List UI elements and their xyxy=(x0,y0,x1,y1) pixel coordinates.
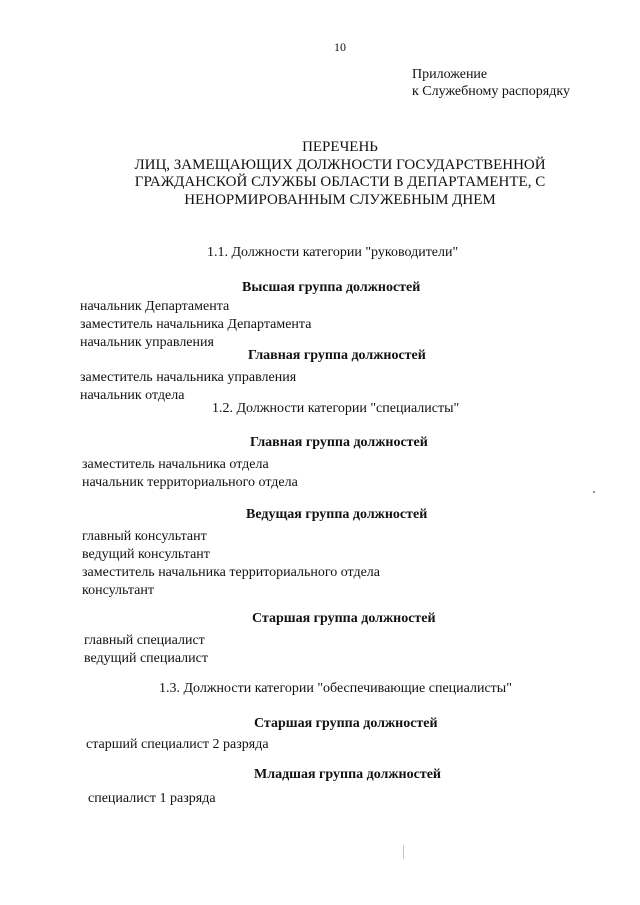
section-heading: 1.2. Должности категории "специалисты" xyxy=(212,401,460,416)
group-heading: Главная группа должностей xyxy=(248,348,426,363)
group-items xyxy=(86,736,269,754)
group-heading: Ведущая группа должностей xyxy=(246,507,428,522)
section-heading: 1.3. Должности категории "обеспечивающие специалисты" xyxy=(159,681,512,696)
group-heading: Младшая группа должностей xyxy=(254,767,441,782)
list-item: начальник отдела xyxy=(80,388,185,403)
list-item: старший специалист 2 разряда xyxy=(86,737,269,752)
section-heading: 1.1. Должности категории "руководители" xyxy=(207,245,459,260)
appendix-line-1: Приложение xyxy=(412,67,488,82)
list-item: заместитель начальника территориального отдела xyxy=(82,565,381,580)
group-heading: Высшая группа должностей xyxy=(242,280,421,295)
scan-speck xyxy=(593,491,595,493)
group-items xyxy=(80,369,296,405)
list-item: ведущий специалист xyxy=(84,651,208,666)
list-item: заместитель начальника отдела xyxy=(82,457,269,472)
group-items xyxy=(88,790,216,808)
list-item: начальник территориального отдела xyxy=(82,475,298,490)
group-items xyxy=(80,298,311,352)
list-item: консультант xyxy=(82,583,154,598)
group-heading: Старшая группа должностей xyxy=(254,716,438,731)
scan-speck xyxy=(403,845,404,859)
list-item: специалист 1 разряда xyxy=(88,791,216,806)
group-items xyxy=(82,528,380,600)
title-line-4: НЕНОРМИРОВАННЫМ СЛУЖЕБНЫМ ДНЕМ xyxy=(184,191,496,208)
list-item: ведущий консультант xyxy=(82,547,210,562)
group-heading: Старшая группа должностей xyxy=(252,611,436,626)
list-item: главный консультант xyxy=(82,529,207,544)
title-line-2: ЛИЦ, ЗАМЕЩАЮЩИХ ДОЛЖНОСТИ ГОСУДАРСТВЕННОЙ xyxy=(134,156,546,173)
list-item: заместитель начальника управления xyxy=(80,370,297,385)
group-items xyxy=(84,632,208,668)
document-title xyxy=(0,139,640,209)
title-line-1: ПЕРЕЧЕНЬ xyxy=(302,139,378,155)
group-heading: Главная группа должностей xyxy=(250,435,428,450)
list-item: главный специалист xyxy=(84,633,205,648)
appendix-note xyxy=(412,66,570,100)
title-line-3: ГРАЖДАНСКОЙ СЛУЖБЫ ОБЛАСТИ В ДЕПАРТАМЕНТЕ, С xyxy=(134,174,546,190)
group-items xyxy=(82,456,298,492)
appendix-line-2: к Служебному распорядку xyxy=(412,84,570,99)
list-item: начальник управления xyxy=(80,335,214,350)
list-item: начальник Департамента xyxy=(80,299,230,314)
list-item: заместитель начальника Департамента xyxy=(80,317,312,332)
page-number: 10 xyxy=(334,40,346,54)
